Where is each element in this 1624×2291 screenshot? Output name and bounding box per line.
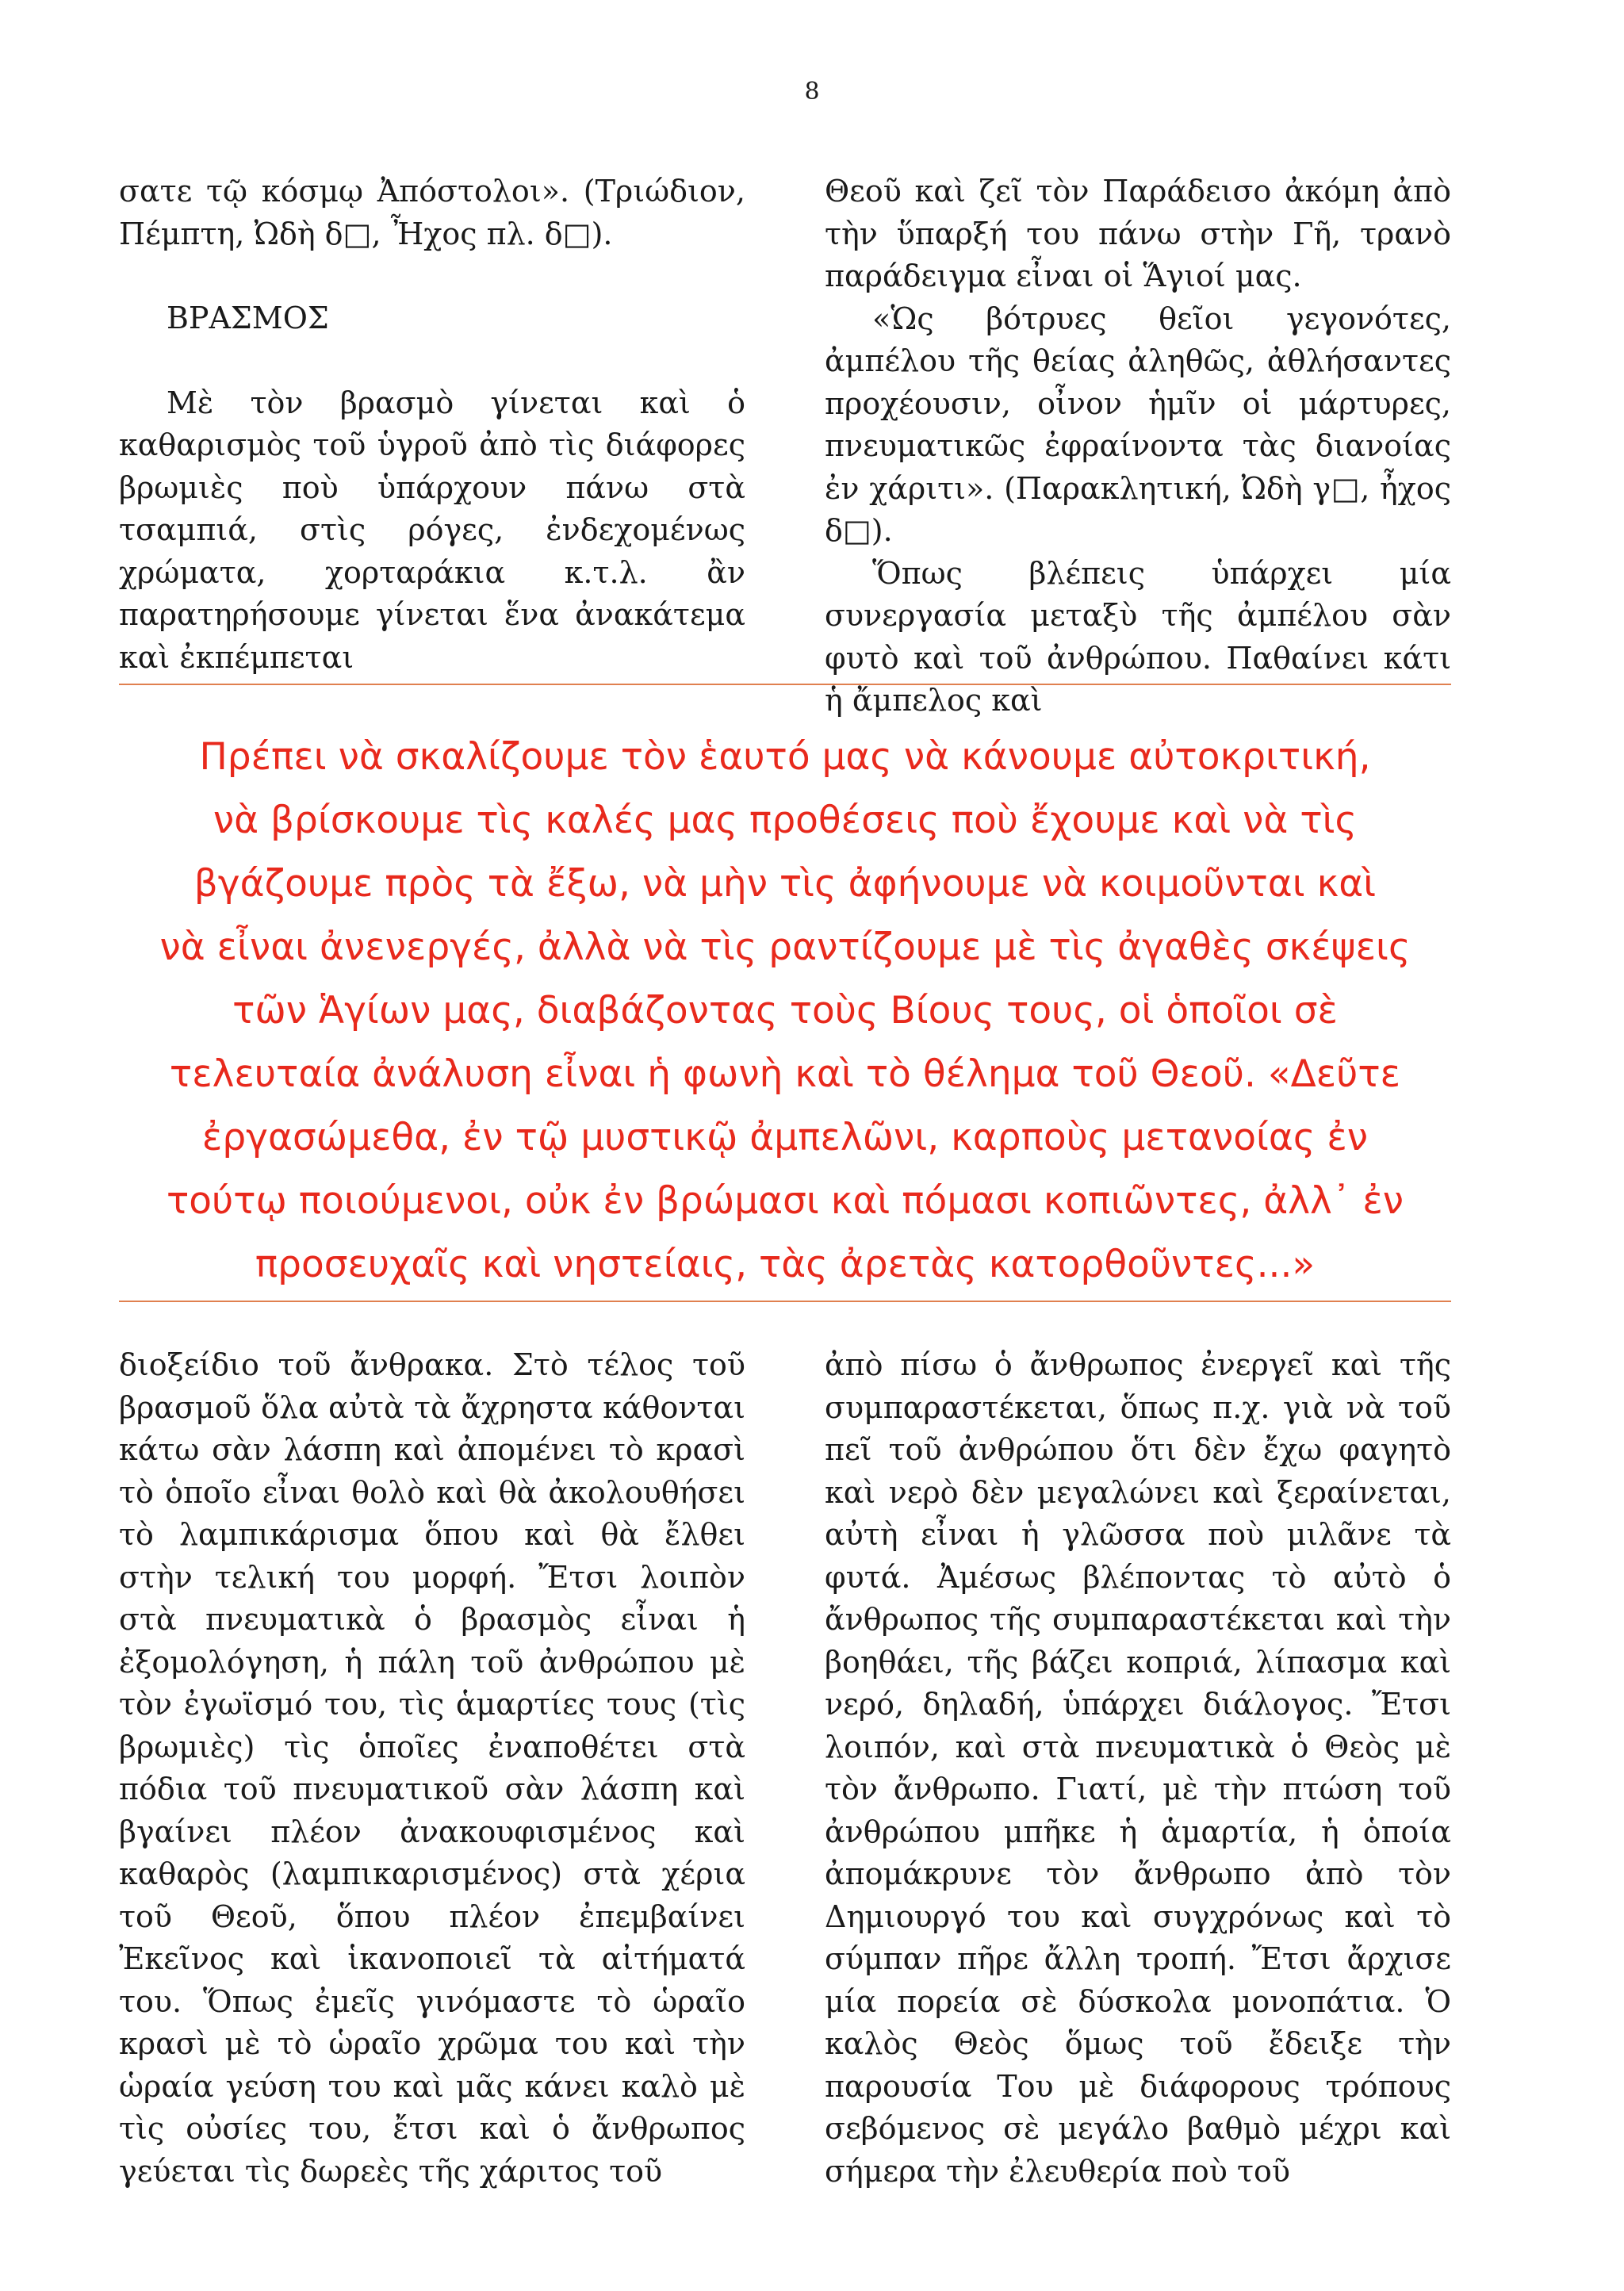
bottom-right-column (825, 1344, 1451, 2193)
hymn-quote-paragraph: «Ὡς βότρυες θεῖοι γεγονότες, ἀμπέλου τῆς θείας ἀληθῶς, ἀθλήσαντες προχέουσιν, οἶνον ἡμῖν οἱ μάρτυρες, πνευματικῶς ἐφραίνοντα τὰς διανοίας ἐν χάριτι». (Παρακλητική, Ὠδὴ γ□, ἦχος δ□). (825, 301, 1451, 548)
pull-quote (119, 726, 1451, 1297)
pull-quote-line: Πρέπει νὰ σκαλίζουμε τὸν ἑαυτό μας νὰ κάνουμε αὐτοκριτική, (199, 735, 1371, 779)
pull-quote-line: βγάζουμε πρὸς τὰ ἔξω, νὰ μὴν τὶς ἀφήνουμε νὰ κοιμοῦνται καὶ (193, 862, 1377, 906)
paragraph: Ὅπως βλέπεις ὑπάρχει μία συνεργασία μεταξὺ τῆς ἀμπέλου σὰν φυτὸ καὶ τοῦ ἀνθρώπου. Παθαίνει κάτι ἡ ἄμπελος καὶ (825, 555, 1451, 718)
pull-quote-line: τούτῳ ποιούμενοι, οὐκ ἐν βρώμασι καὶ πόμασι κοπιῶντες, ἀλλ᾽ ἐν (167, 1179, 1404, 1223)
pull-quote-line: τῶν Ἁγίων μας, διαβάζοντας τοὺς Βίους τους, οἱ ὁποῖοι σὲ (232, 989, 1338, 1032)
paragraph-continuation: ἀπὸ πίσω ὁ ἄνθρωπος ἐνεργεῖ καὶ τῆς συμπαραστέκεται, ὅπως π.χ. γιὰ νὰ τοῦ πεῖ τοῦ ἀνθρώπου ὅτι δὲν ἔχω φαγητὸ καὶ νερὸ δὲν μεγαλώνει καὶ ξεραίνεται, αὐτὴ εἶναι ἡ γλῶσσα ποὺ μιλᾶνε τὰ φυτά. Ἀμέσως βλέποντας τὸ αὐτὸ ὁ ἄνθρωπος τῆς συμπαραστέκεται καὶ τὴν βοηθάει, τῆς βάζει κοπριά, λίπασμα καὶ νερό, δηλαδή, ὑπάρχει διάλογος. Ἔτσι λοιπόν, καὶ στὰ πνευματικὰ ὁ Θεὸς μὲ τὸν ἄνθρωπο. Γιατί, μὲ τὴν πτώση τοῦ ἀνθρώπου μπῆκε ἡ ἁμαρτία, ἡ ὁποία ἀπομάκρυνε τὸν ἄνθρωπο ἀπὸ τὸν Δημιουργό του καὶ συγχρόνως καὶ τὸ σύμπαν πῆρε ἄλλη τροπή. Ἔτσι ἄρχισε μία πορεία σὲ δύσκολα μονοπάτια. Ὁ καλὸς Θεὸς ὅμως τοῦ ἔδειξε τὴν παρουσία Του μὲ διάφορους τρόπους σεβόμενος σὲ μεγάλο βαθμὸ μέχρι καὶ σήμερα τὴν ἐλευθερία ποὺ τοῦ (825, 1347, 1451, 2189)
paragraph-continuation: Θεοῦ καὶ ζεῖ τὸν Παράδεισο ἀκόμη ἀπὸ τὴν ὕπαρξή του πάνω στὴν Γῆ, τρανὸ παράδειγμα εἶναι οἱ Ἅγιοί μας. (825, 174, 1451, 293)
top-right-column (825, 170, 1451, 722)
paragraph: Μὲ τὸν βρασμὸ γίνεται καὶ ὁ καθαρισμὸς τοῦ ὑγροῦ ἀπὸ τὶς διάφορες βρωμιὲς ποὺ ὑπάρχουν πάνω στὰ τσαμπιά, στὶς ρόγες, ἐνδεχομένως χρώματα, χορταράκια κ.τ.λ. ἂν παρατηρήσουμε γίνεται ἕνα ἀνακάτεμα καὶ ἐκπέμπεται (119, 385, 745, 675)
pull-quote-line: προσευχαῖς καὶ νηστείαις, τὰς ἀρετὰς κατορθοῦντες...» (255, 1243, 1316, 1286)
top-divider (119, 684, 1451, 685)
section-heading: ΒΡΑΣΜΟΣ (167, 301, 329, 335)
pull-quote-line: νὰ εἶναι ἀνενεργές, ἀλλὰ νὰ τὶς ραντίζουμε μὲ τὶς ἀγαθὲς σκέψεις (159, 925, 1411, 969)
pull-quote-line: νὰ βρίσκουμε τὶς καλές μας προθέσεις ποὺ ἔχουμε καὶ νὰ τὶς (213, 799, 1358, 842)
top-left-column (119, 170, 745, 679)
bottom-divider (119, 1301, 1451, 1302)
bottom-left-column (119, 1344, 745, 2193)
paragraph-continuation: σατε τῷ κόσμῳ Ἀπόστολοι». (Τριώδιον, Πέμπτη, Ὠδὴ δ□, Ἦχος πλ. δ□). (119, 174, 745, 251)
pull-quote-line: τελευταία ἀνάλυση εἶναι ἡ φωνὴ καὶ τὸ θέλημα τοῦ Θεοῦ. «Δεῦτε (169, 1052, 1401, 1096)
page-number: 8 (804, 78, 820, 105)
pull-quote-line: ἐργασώμεθα, ἐν τῷ μυστικῷ ἀμπελῶνι, καρποὺς μετανοίας ἐν (201, 1116, 1369, 1159)
paragraph-continuation: διοξείδιο τοῦ ἄνθρακα. Στὸ τέλος τοῦ βρασμοῦ ὅλα αὐτὰ τὰ ἄχρηστα κάθονται κάτω σὰν λάσπη καὶ ἀπομένει τὸ κρασὶ τὸ ὁποῖο εἶναι θολὸ καὶ θὰ ἀκολουθήσει τὸ λαμπικάρισμα ὅπου καὶ θὰ ἔλθει στὴν τελική του μορφή. Ἔτσι λοιπὸν στὰ πνευματικὰ ὁ βρασμὸς εἶναι ἡ ἐξομολόγηση, ἡ πάλη τοῦ ἀνθρώπου μὲ τὸν ἐγωϊσμό του, τὶς ἁμαρτίες τους (τὶς βρωμιὲς) τὶς ὁποῖες ἐναποθέτει στὰ πόδια τοῦ πνευματικοῦ σὰν λάσπη καὶ βγαίνει πλέον ἀνακουφισμένος καὶ καθαρὸς (λαμπικαρισμένος) στὰ χέρια τοῦ Θεοῦ, ὅπου πλέον ἐπεμβαίνει Ἐκεῖνος καὶ ἱκανοποιεῖ τὰ αἰτήματά του. Ὅπως ἐμεῖς γινόμαστε τὸ ὡραῖο κρασὶ μὲ τὸ ὡραῖο χρῶμα του καὶ τὴν ὡραία γεύση του καὶ μᾶς κάνει καλὸ μὲ τὶς οὐσίες του, ἔτσι καὶ ὁ ἄνθρωπος γεύεται τὶς δωρεὲς τῆς χάριτος τοῦ (119, 1347, 745, 2189)
